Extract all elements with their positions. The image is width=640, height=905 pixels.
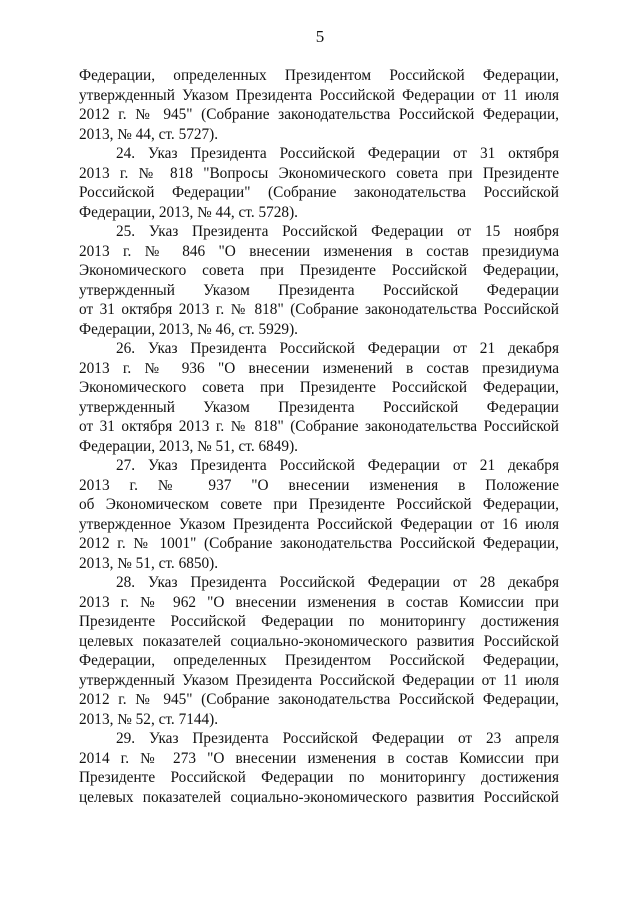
- text-line: от 31 октября 2013 г. № 818" (Собрание законодательства Российской: [79, 301, 559, 318]
- text-line: 2013, № 52, ст. 7144).: [79, 710, 219, 728]
- text-line: 2013 г. № 962 "О внесении изменения в состав Комиссии при: [79, 593, 559, 611]
- text-line: 26. Указ Президента Российской Федерации от 21 декабря: [116, 340, 559, 357]
- text-line: утвержденное Указом Президента Российской Федерации от 16 июля: [79, 515, 559, 533]
- text-line: 25. Указ Президента Российской Федерации от 15 ноября: [116, 223, 559, 240]
- text-line: 2012 г. № 945" (Собрание законодательства Российской Федерации,: [79, 106, 559, 123]
- text-line: от 31 октября 2013 г. № 818" (Собрание законодательства Российской: [79, 418, 559, 435]
- text-line: утвержденный Указом Президента Российской Федерации от 11 июля: [79, 86, 559, 104]
- document-body: [79, 66, 559, 807]
- page-number: 5: [315, 27, 325, 46]
- text-line: 2013, № 44, ст. 5727).: [79, 125, 219, 143]
- text-line: целевых показателей социально-экономического развития Российской: [79, 788, 559, 806]
- text-line: 27. Указ Президента Российской Федерации от 21 декабря: [116, 457, 559, 474]
- text-line: Экономического совета при Президенте Российской Федерации,: [79, 262, 559, 279]
- text-line: Президенте Российской Федерации по мониторингу достижения: [79, 613, 559, 630]
- text-line: целевых показателей социально-экономического развития Российской: [79, 632, 559, 650]
- text-line: 2013 г. № 818 "Вопросы Экономического совета при Президенте: [79, 164, 559, 182]
- text-line: 2012 г. № 1001" (Собрание законодательства Российской Федерации,: [79, 535, 559, 552]
- text-line: 2013, № 51, ст. 6850).: [79, 554, 219, 572]
- text-line: 2013 г. № 846 "О внесении изменения в состав президиума: [79, 242, 559, 260]
- text-line: Экономического совета при Президенте Российской Федерации,: [79, 379, 559, 396]
- text-line: Федерации, 2013, № 51, ст. 6849).: [79, 437, 298, 455]
- text-line: Федерации, определенных Президентом Российской Федерации,: [79, 652, 559, 669]
- text-line: утвержденный Указом Президента Российской Федерации: [79, 398, 559, 416]
- text-line: 28. Указ Президента Российской Федерации от 28 декабря: [116, 574, 559, 591]
- text-line: 2012 г. № 945" (Собрание законодательства Российской Федерации,: [79, 691, 559, 708]
- text-line: Президенте Российской Федерации по мониторингу достижения: [79, 769, 559, 786]
- text-line: Федерации, определенных Президентом Российской Федерации,: [79, 67, 559, 84]
- text-line: Российской Федерации" (Собрание законодательства Российской: [79, 184, 559, 201]
- text-line: утвержденный Указом Президента Российской Федерации: [79, 281, 559, 299]
- text-line: Федерации, 2013, № 44, ст. 5728).: [79, 203, 298, 221]
- text-line: 2013 г. № 936 "О внесении изменений в состав президиума: [79, 359, 559, 377]
- text-line: утвержденный Указом Президента Российской Федерации от 11 июля: [79, 671, 559, 689]
- text-line: 24. Указ Президента Российской Федерации от 31 октября: [116, 145, 559, 162]
- text-line: 29. Указ Президента Российской Федерации от 23 апреля: [116, 730, 559, 747]
- text-line: 2014 г. № 273 "О внесении изменения в состав Комиссии при: [79, 749, 559, 767]
- text-line: Федерации, 2013, № 46, ст. 5929).: [79, 320, 298, 338]
- text-line: об Экономическом совете при Президенте Российской Федерации,: [79, 496, 559, 513]
- text-line: 2013 г. № 937 "О внесении изменения в Положение: [79, 476, 559, 494]
